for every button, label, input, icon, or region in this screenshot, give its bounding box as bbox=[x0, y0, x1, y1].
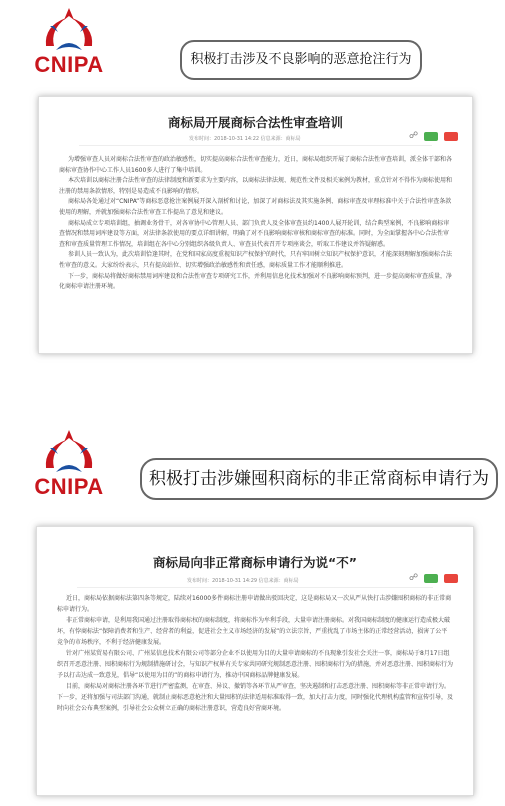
news-article-screenshot bbox=[38, 96, 473, 354]
wechat-icon[interactable] bbox=[424, 132, 438, 141]
weibo-icon[interactable] bbox=[444, 132, 458, 141]
paragraph: 非正常商标申请，是利用我国通过注册取得商标权的商标制度，将商标作为牟利手段，大量申请注册商标。对我国商标制度的健康运行造成极大破坏，有悖商标法“保障消费者和生产、经营者的利益，促进社会主义市场经济的发展”的立法宗旨，严重扰乱了市场主体的正常经营活动，损害了公平竞争的市场秩序，不利于经济健康发展。 bbox=[57, 617, 451, 646]
cnipa-emblem-icon bbox=[36, 6, 102, 54]
paragraph: 针对广州某贸易有限公司、广州某信息技术有限公司等部分企业不以使用为目的大量申请商标的不良现象引发社会关注一事，商标局于8月17日组织召开恶意注册、囤积商标行为规制措施研讨会，与知识产权界有关专家共同研究规制恶意注册、囤积商标行为的措施，并对恶意注册、囤积商标行为予以打击达成一致意见，倡导“以使用为目的”的商标申请行为，推动中国商标品牌健康发展。 bbox=[57, 650, 454, 679]
logo-wordmark: CNIPA bbox=[34, 52, 104, 77]
paragraph: 下一步，商标局将做好商标禁用词库建设和合法性审查专项研究工作，并利用信息化技术加强对不良影响商标预判，进一步提高商标审查质量，净化商标申请注册环境。 bbox=[59, 272, 453, 291]
article-meta: 发布时间：2018-10-31 14:22 信息来源：商标局 bbox=[189, 136, 301, 142]
article-body bbox=[57, 593, 453, 714]
headline-banner: 积极打击涉及不良影响的恶意抢注行为 bbox=[180, 40, 422, 80]
cnipa-logo bbox=[14, 428, 124, 500]
divider bbox=[77, 587, 433, 588]
article-body bbox=[59, 155, 452, 293]
cnipa-logo bbox=[14, 6, 124, 78]
weibo-icon[interactable] bbox=[444, 574, 458, 583]
headline-banner: 积极打击涉嫌囤积商标的非正常商标申请行为 bbox=[140, 458, 498, 500]
paragraph: 商标局各处通过对“CNIPA”等商标恶意抢注案例展开深入剖析和讨论，加深了对商标法及其实施条例、商标审查及审理标准中关于合法性审查条款使用的理解，并就加强商标合法性审查工作提出了意见和建议。 bbox=[59, 198, 452, 216]
paragraph: 商标局成立专项培训组，抽调业务骨干，对各审协中心管理人员、部门负责人及全体审查员约1400人展开轮训，结合典型案例，不良影响商标审查情况和禁用词库建设等方面，对法律条款使用的要点详细讲解，明确了对不良影响商标审核和商标审查的标准。同时，为全面掌握各中心合法性审查和审查质量管理工作情况，培训组在各中心分别组织各级负责人、审查员代表召开专项座谈会，听取工作建议并答疑解惑。 bbox=[59, 219, 450, 248]
divider bbox=[79, 145, 432, 146]
paragraph: 本次培训以商标注册合法性审查的法律制度和新要求为主要内容，以商标法律法规、规范性文件及相关案例为教材，重点针对不得作为商标使用和注册的禁用条款情形，特别是易造成不良影响的情形。 bbox=[59, 177, 453, 195]
share-icon[interactable]: ☍ bbox=[409, 573, 419, 583]
article-title: 商标局向非正常商标申请行为说“不” bbox=[153, 555, 357, 570]
paragraph: 为增强审查人员对商标合法性审查的政治敏感性，切实提高商标合法性审查能力，近日，商标局组织开展了商标合法性审查培训，派全体干部和各商标审查协作中心工作人员1600多人进行了集中培训。 bbox=[59, 156, 453, 174]
article-title: 商标局开展商标合法性审查培训 bbox=[167, 115, 343, 130]
slide-2 bbox=[0, 420, 505, 806]
wechat-icon[interactable] bbox=[424, 574, 438, 583]
logo-wordmark: CNIPA bbox=[34, 474, 104, 499]
slide-1 bbox=[0, 0, 505, 372]
share-bar bbox=[409, 573, 458, 583]
share-bar bbox=[409, 131, 458, 141]
share-icon[interactable]: ☍ bbox=[409, 131, 419, 141]
paragraph: 目前，商标局对商标注册各环节进行严密监测，在审查、异议、撤销等各环节从严审查，坚决遏制和打击恶意注册、囤积商标等非正常申请行为。下一步，还将加强与司法部门沟通，就制止商标恶意抢注和大量囤积的法律适用标准取得一致，加大打击力度，同时强化代理机构监管和宣传引导，及时向社会公布典型案例，引导社会公众树立正确的商标注册意识，营造良好营商环境。 bbox=[57, 683, 454, 712]
cnipa-emblem-icon bbox=[36, 428, 102, 476]
paragraph: 近日，商标局依据商标法第四条等规定，陆续对16000多件商标注册申请做出驳回决定，这是商标局又一次从严从快打击涉嫌囤积商标的非正常商标申请行为。 bbox=[57, 595, 452, 613]
news-article-screenshot bbox=[36, 526, 474, 796]
paragraph: 参训人员一致认为，此次培训恰逢其时，在党和国家高度重视知识产权保护的时代，只有牢固树立知识产权保护意识，才能深刻理解加强商标合法性审查的意义。大家纷纷表示，只有提高站位、切实增强政治敏感性和责任感，商标质量工作才能顺利推进。 bbox=[59, 251, 453, 269]
article-meta: 发布时间：2018-10-31 14:29 信息来源：商标局 bbox=[187, 578, 299, 584]
